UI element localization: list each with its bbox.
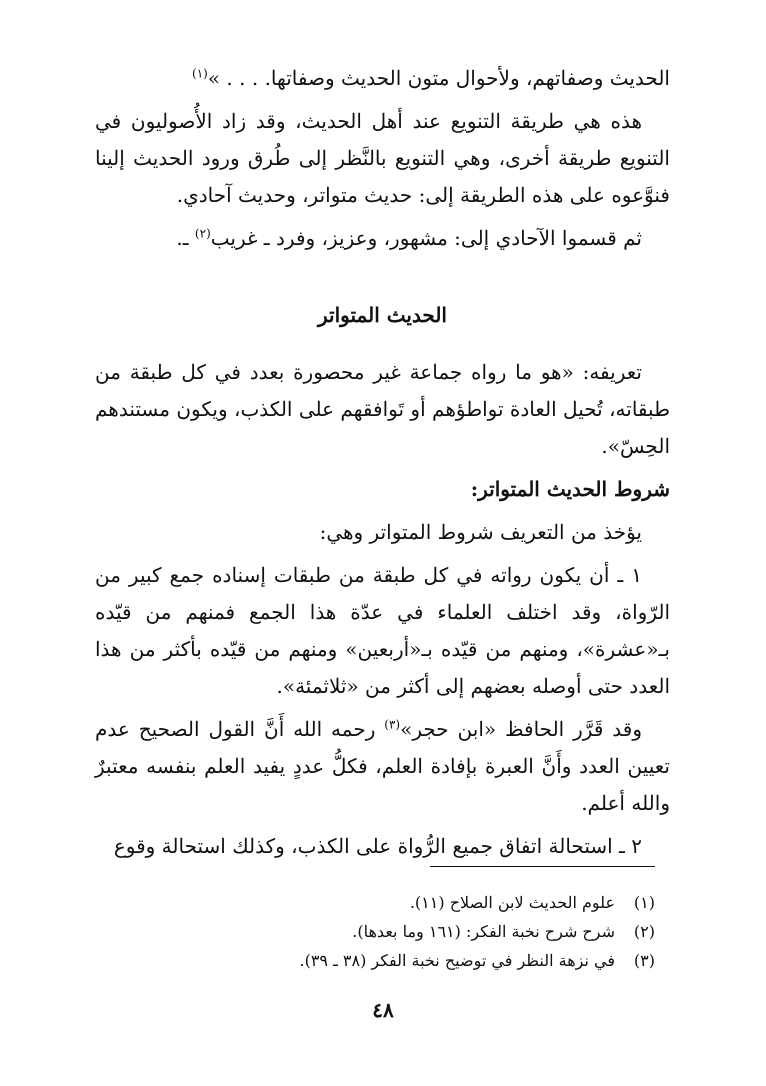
paragraph-text: الحديث وصفاتهم، ولأحوال متون الحديث وصفاتها. . . . » bbox=[207, 66, 670, 90]
footnote-number: (٢) bbox=[633, 922, 655, 941]
paragraph-text: ثم قسموا الآحادي إلى: مشهور، وعزيز، وفرد ـ غريب bbox=[210, 226, 642, 250]
paragraph-quote-end bbox=[95, 60, 670, 97]
footnote-item bbox=[95, 946, 655, 975]
footnotes bbox=[95, 888, 655, 975]
subsection-heading: شروط الحديث المتواتر: bbox=[470, 477, 670, 501]
footnote-text: في نزهة النظر في توضيح نخبة الفكر (٣٨ ـ ٣٩). bbox=[299, 951, 615, 970]
paragraph-ahad-division bbox=[95, 220, 670, 257]
paragraph-types: هذه هي طريقة التنويع عند أهل الحديث، وقد زاد الأُصوليون في التنويع طريقة أخرى، وهي التنويع بالنَّظر إلى طُرق ورود الحديث إلينا فنوَّعوه على هذه الطريقة إلى: حديث متواتر، وحديث آحادي. bbox=[95, 109, 670, 207]
page-number: ٤٨ bbox=[372, 998, 394, 1022]
footnote-ref: (٢) bbox=[194, 226, 211, 241]
section-heading: الحديث المتواتر bbox=[318, 303, 447, 327]
footnote-number: (١) bbox=[633, 893, 655, 912]
paragraph-condition-1: ١ ـ أن يكون رواته في كل طبقة من طبقات إسناده جمع كبير من الرّواة، وقد اختلف العلماء في عدّة هذا الجمع فمنهم من قيّده بـ«عشرة»، ومنهم من قيّده بـ«أربعين» ومنهم من قيّده بأكثر من هذا العدد حتى أوصله بعضهم إلى أكثر من «ثلاثمئة». bbox=[95, 563, 670, 698]
paragraph-text: ـ. bbox=[176, 226, 195, 250]
footnote-ref: (٣) bbox=[384, 717, 401, 732]
footnote-divider bbox=[430, 866, 655, 867]
paragraph-text: رحمه الله أَنَّ القول الصحيح عدم تعيين العدد وأَنَّ العبرة بإفادة العلم، فكلُّ عددٍ يفيد العلم بنفسه معتبرٌ والله أعلم. bbox=[95, 717, 670, 815]
footnote-text: شرح شرح نخبة الفكر: (١٦١ وما بعدها). bbox=[352, 922, 615, 941]
footnote-item bbox=[95, 917, 655, 946]
paragraph-text: وقد قَرَّر الحافظ «ابن حجر» bbox=[400, 717, 643, 741]
paragraph-ibn-hajar bbox=[95, 711, 670, 822]
footnote-item bbox=[95, 888, 655, 917]
page-body bbox=[95, 60, 670, 865]
paragraph-conditions-intro: يؤخذ من التعريف شروط المتواتر وهي: bbox=[319, 520, 642, 544]
footnote-text: علوم الحديث لابن الصلاح (١١). bbox=[409, 893, 615, 912]
paragraph-condition-2: ٢ ـ استحالة اتفاق جميع الرُّواة على الكذب، وكذلك استحالة وقوع bbox=[113, 834, 642, 858]
footnote-number: (٣) bbox=[633, 951, 655, 970]
paragraph-definition: تعريفه: «هو ما رواه جماعة غير محصورة بعدد في كل طبقة من طبقاته، تُحيل العادة تواطؤهم أو تَوافقهم على الكذب، ويكون مستندهم الحِسّ». bbox=[95, 360, 670, 458]
footnote-ref: (١) bbox=[192, 66, 208, 81]
